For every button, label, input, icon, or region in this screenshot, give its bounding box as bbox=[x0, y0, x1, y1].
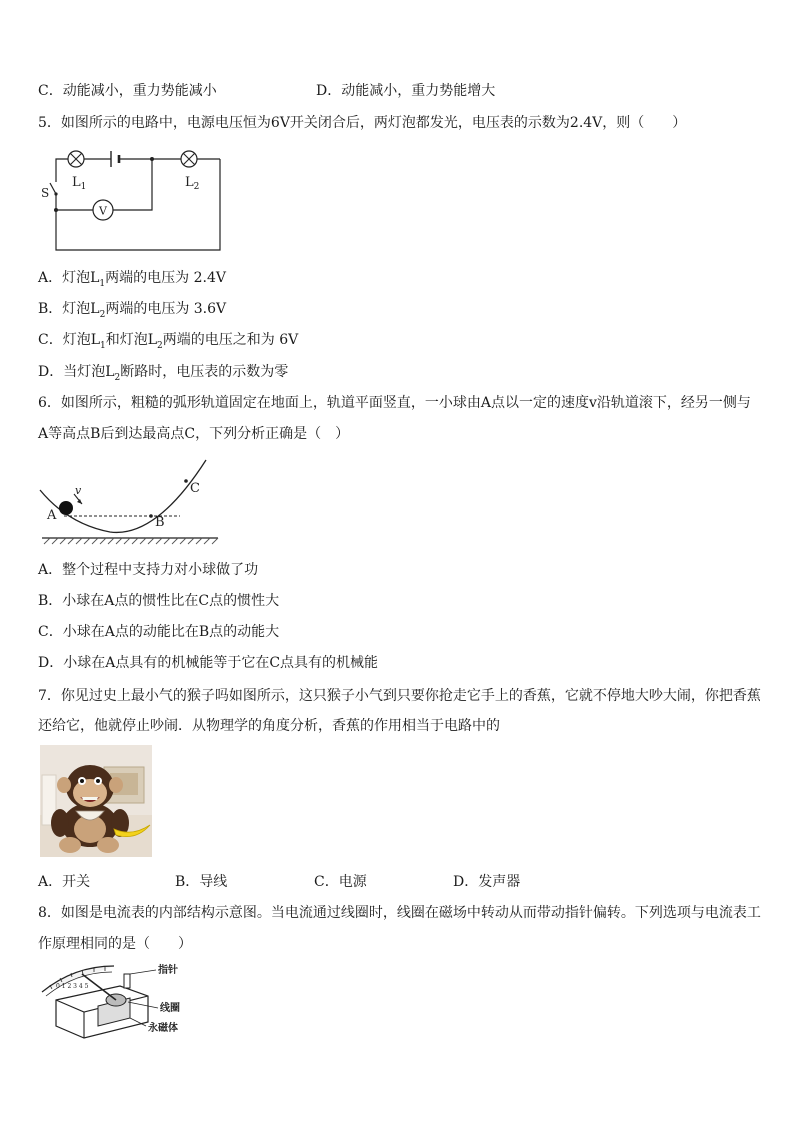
q6-track-diagram bbox=[38, 456, 220, 546]
svg-text:0 1 2 3 4 5: 0 1 2 3 4 5 bbox=[56, 983, 89, 990]
q5-stem: 5．如图所示的电路中，电源电压恒为6V开关闭合后，两灯泡都发光，电压表的示数为2.4V，则（ ） bbox=[38, 115, 687, 131]
q5-option-c: C．灯泡$L_1$和灯泡$L_2$两端的电压之和为 6V bbox=[38, 332, 299, 351]
q7-stem-line2: 还给它，他就停止吵闹．从物理学的角度分析，香蕉的作用相当于电路中的 bbox=[38, 718, 500, 734]
monkey-toy-photo bbox=[40, 745, 152, 857]
q7-option-b: B．导线 bbox=[175, 874, 228, 890]
q6-stem-line2: A等高点B后到达最高点C，下列分析正确是（ ） bbox=[38, 426, 350, 442]
q4-option-c: C．动能减小，重力势能减小 bbox=[38, 83, 217, 99]
q8-stem-line1: 8．如图是电流表的内部结构示意图。当电流通过线圈时，线圈在磁场中转动从而带动指针偏转。下列选项与电流表工 bbox=[38, 905, 761, 921]
q7-option-d: D．发声器 bbox=[453, 874, 521, 890]
lamp-l1-icon bbox=[68, 151, 84, 167]
lamp-l2-icon bbox=[181, 151, 197, 167]
label-s: S bbox=[41, 186, 50, 200]
q7-option-a: A．开关 bbox=[38, 874, 91, 890]
q5-option-d: D．当灯泡$L_2$断路时，电压表的示数为零 bbox=[38, 364, 289, 383]
q6-option-b: B．小球在A点的惯性比在C点的惯性大 bbox=[38, 593, 280, 609]
voltmeter-icon bbox=[93, 200, 113, 220]
q6-option-a: A．整个过程中支持力对小球做了功 bbox=[38, 562, 259, 578]
label-l2: $L_2$ bbox=[185, 175, 200, 192]
svg-text:C: C bbox=[190, 481, 200, 496]
q5-option-a: A．灯泡$L_1$两端的电压为 2.4V bbox=[38, 270, 226, 289]
q6-stem-line1: 6．如图所示，粗糙的弧形轨道固定在地面上，轨道平面竖直，一小球由A点以一定的速度v沿轨道滚下，经另一侧与 bbox=[38, 395, 751, 411]
label-l1: $L_1$ bbox=[72, 175, 87, 192]
q8-ammeter-diagram bbox=[38, 960, 188, 1042]
ball-icon bbox=[59, 501, 73, 515]
q6-option-d: D．小球在A点具有的机械能等于它在C点具有的机械能 bbox=[38, 655, 379, 671]
svg-text:B: B bbox=[155, 515, 165, 530]
svg-text:V: V bbox=[99, 204, 107, 218]
q6-option-c: C．小球在A点的动能比在B点的动能大 bbox=[38, 624, 280, 640]
q5-option-b: B．灯泡$L_2$两端的电压为 3.6V bbox=[38, 301, 227, 320]
q5-circuit-diagram bbox=[38, 146, 228, 252]
q7-stem-line1: 7．你见过史上最小气的猴子吗如图所示，这只猴子小气到只要你抢走它手上的香蕉，它就不停地大吵大闹，你把香蕉 bbox=[38, 688, 761, 704]
svg-text:v: v bbox=[75, 484, 82, 497]
svg-text:线圈: 线圈 bbox=[160, 1003, 180, 1014]
svg-text:指针: 指针 bbox=[158, 965, 178, 976]
q4-option-d: D．动能减小，重力势能增大 bbox=[316, 83, 496, 99]
q7-option-c: C．电源 bbox=[314, 874, 367, 890]
q8-stem-line2: 作原理相同的是（ ） bbox=[38, 936, 192, 952]
svg-text:A: A bbox=[47, 508, 57, 523]
svg-text:永磁体: 永磁体 bbox=[148, 1023, 178, 1034]
